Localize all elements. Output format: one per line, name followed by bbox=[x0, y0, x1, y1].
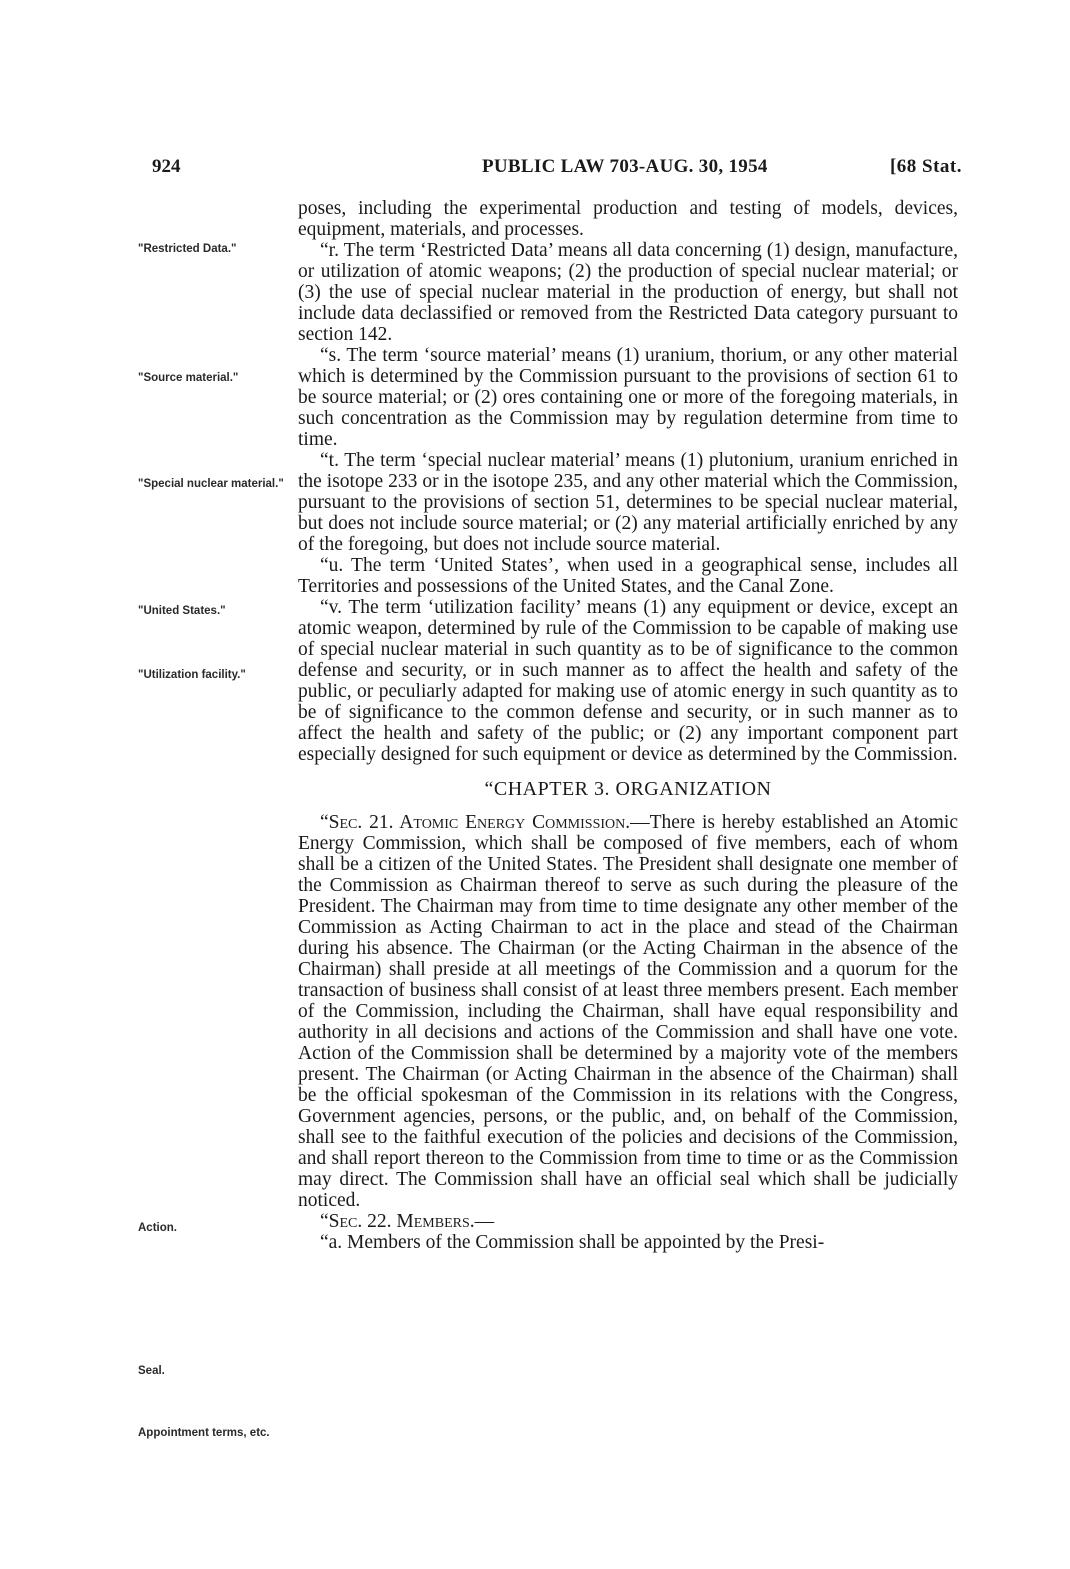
statute-reference: [68 Stat. bbox=[889, 156, 962, 177]
margin-note-action: Action. bbox=[138, 1222, 177, 1234]
chapter-heading: “CHAPTER 3. ORGANIZATION bbox=[484, 778, 772, 800]
margin-note-source-material: "Source material." bbox=[138, 372, 239, 384]
paragraph-a-members: “a. Members of the Commission shall be appointed by the Presi- bbox=[320, 1232, 825, 1253]
paragraph-v-utilization-facility: “v. The term ‘utilization facility’ means (1) any equipment or device, except an atomic weapon, determined by rule of the Commission to be capable of making use of special nuclear material in such quantity as to be of significance to the common defense and security, or in such manner as to affect the health and safety of the public, or peculiarly adapted for making use of atomic energy in such quantity as to be of significance to the common defense and security, or in such manner as to affect the health and safety of the public; or (2) any important component part especially designed for such equipment or device as determined by the Commission. bbox=[298, 597, 958, 765]
running-title: PUBLIC LAW 703-AUG. 30, 1954 bbox=[482, 156, 768, 177]
margin-note-seal: Seal. bbox=[138, 1365, 165, 1377]
page-header bbox=[152, 156, 962, 186]
margin-note-restricted-data: "Restricted Data." bbox=[138, 243, 237, 255]
margin-note-special-nuclear-material: "Special nuclear material." bbox=[138, 478, 284, 490]
margin-note-appointment: Appointment terms, etc. bbox=[138, 1427, 270, 1439]
page-number: 924 bbox=[152, 156, 181, 177]
paragraph-s-source-material: “s. The term ‘source material’ means (1) uranium, thorium, or any other material which is determined by the Commission pursuant to the provisions of section 61 to be source material; or (2) ores containing one or more of the foregoing materials, in such concentration as the Commission may by regulation determine from time to time. bbox=[298, 345, 958, 450]
paragraph-u-united-states: “u. The term ‘United States’, when used in a geographical sense, includes all Territories and possessions of the United States, and the Canal Zone. bbox=[298, 555, 958, 597]
section-21-text: —There is hereby established an Atomic Energy Commission, which shall be composed of five members, each of whom shall be a citizen of the United States. The President shall designate one member of the Commission as Chairman thereof to serve as such during the pleasure of the President. The Chairman may from time to time designate any other member of the Commission as Acting Chairman to act in the place and stead of the Chairman during his absence. The Chairman (or the Acting Chairman in the absence of the Chairman) shall preside at all meetings of the Commission and a quorum for the transaction of business shall consist of at least three members present. Each member of the Commission, including the Chairman, shall have equal responsibility and authority in all decisions and actions of the Commission and shall have one vote. Action of the Commission shall be determined by a majority vote of the members present. The Chairman (or Acting Chairman in the absence of the Chairman) shall be the official spokesman of the Commission in its relations with the Congress, Government agencies, persons, or the public, and, on behalf of the Commission, shall see to the faithful execution of the policies and decisions of the Commission, and shall report thereon to the Commission from time to time or as the Commission may direct. The Commission shall have an official seal which shall be judicially noticed. bbox=[298, 812, 958, 1211]
section-21-paragraph bbox=[298, 812, 958, 1211]
margin-note-utilization-facility: "Utilization facility." bbox=[138, 669, 246, 681]
section-22-heading: “Sec. 22. Members.— bbox=[320, 1211, 495, 1232]
paragraph-continuation: poses, including the experimental production and testing of models, devices, equipment, materials, and processes. bbox=[298, 198, 958, 240]
section-21-label: “Sec. 21. Atomic Energy Commission. bbox=[320, 812, 631, 833]
margin-note-united-states: "United States." bbox=[138, 605, 226, 617]
body-text bbox=[298, 198, 958, 1253]
paragraph-t-special-nuclear-material: “t. The term ‘special nuclear material’ means (1) plutonium, uranium enriched in the isotope 233 or in the isotope 235, and any other material which the Commission, pursuant to the provisions of section 51, determines to be special nuclear material, but does not include source material; or (2) any material artificially enriched by any of the foregoing, but does not include source material. bbox=[298, 450, 958, 555]
paragraph-r-restricted-data: “r. The term ‘Restricted Data’ means all data concerning (1) design, manufacture, or utilization of atomic weapons; (2) the production of special nuclear material; or (3) the use of special nuclear material in the production of energy, but shall not include data declassified or removed from the Restricted Data category pursuant to section 142. bbox=[298, 240, 958, 345]
